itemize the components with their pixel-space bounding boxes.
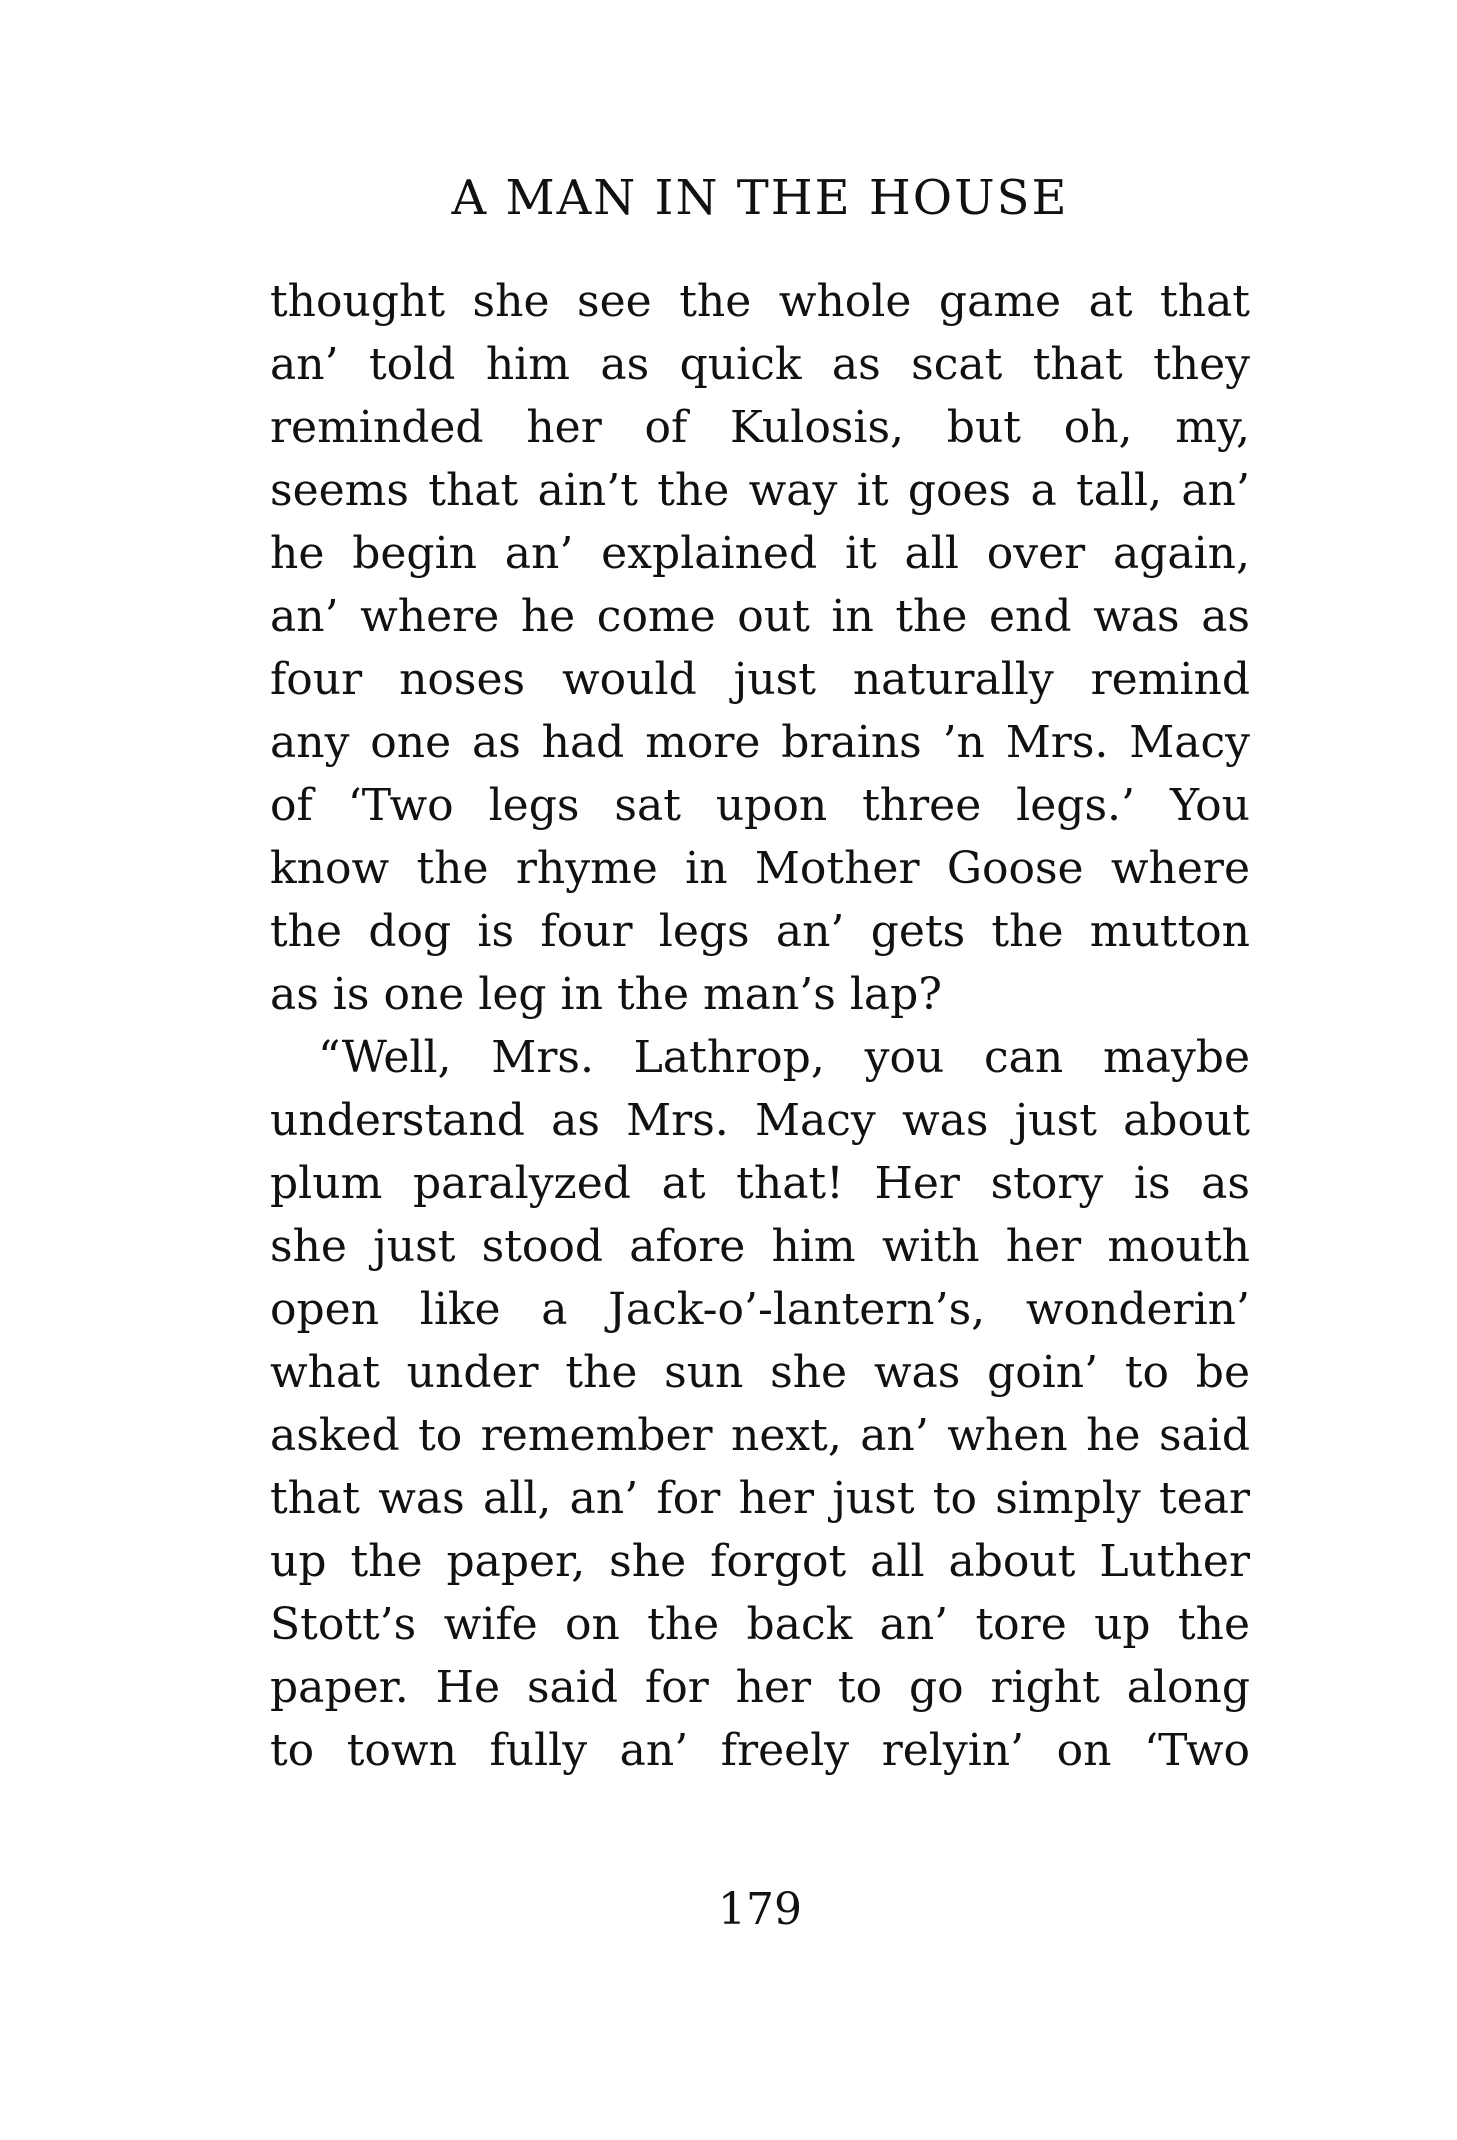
text-line: an’ told him as quick as scat that they (270, 339, 1250, 390)
text-line: paper. He said for her to go right along (270, 1662, 1250, 1713)
text-line: asked to remember next, an’ when he said (270, 1410, 1250, 1461)
text-line: the dog is four legs an’ gets the mutton (270, 906, 1250, 957)
text-line: to town fully an’ freely relyin’ on ‘Two (270, 1725, 1250, 1776)
text-line: she just stood afore him with her mouth (270, 1221, 1250, 1272)
text-line: any one as had more brains ’n Mrs. Macy (270, 717, 1250, 768)
text-line: thought she see the whole game at that (270, 276, 1250, 327)
text-line: up the paper, she forgot all about Luther (270, 1536, 1250, 1587)
text-line: Stott’s wife on the back an’ tore up the (270, 1599, 1250, 1650)
text-line: he begin an’ explained it all over again, (270, 528, 1250, 579)
text-line: reminded her of Kulosis, but oh, my, (270, 402, 1250, 453)
text-line: open like a Jack-o’-lantern’s, wonderin’ (270, 1284, 1250, 1335)
body-text (270, 270, 1250, 1782)
text-line: what under the sun she was goin’ to be (270, 1347, 1250, 1398)
text-line: of ‘Two legs sat upon three legs.’ You (270, 780, 1250, 831)
text-line: an’ where he come out in the end was as (270, 591, 1250, 642)
text-line: understand as Mrs. Macy was just about (270, 1095, 1250, 1146)
text-line: seems that ain’t the way it goes a tall, an’ (270, 465, 1250, 516)
text-line: as is one leg in the man’s lap? (270, 969, 942, 1020)
running-head: A MAN IN THE HOUSE (451, 170, 1069, 226)
page-number: 179 (718, 1884, 802, 1935)
text-line: four noses would just naturally remind (270, 654, 1250, 705)
text-line: that was all, an’ for her just to simply tear (270, 1473, 1250, 1524)
text-line: plum paralyzed at that! Her story is as (270, 1158, 1250, 1209)
text-line: “Well, Mrs. Lathrop, you can maybe (318, 1032, 1250, 1083)
text-line: know the rhyme in Mother Goose where (270, 843, 1250, 894)
